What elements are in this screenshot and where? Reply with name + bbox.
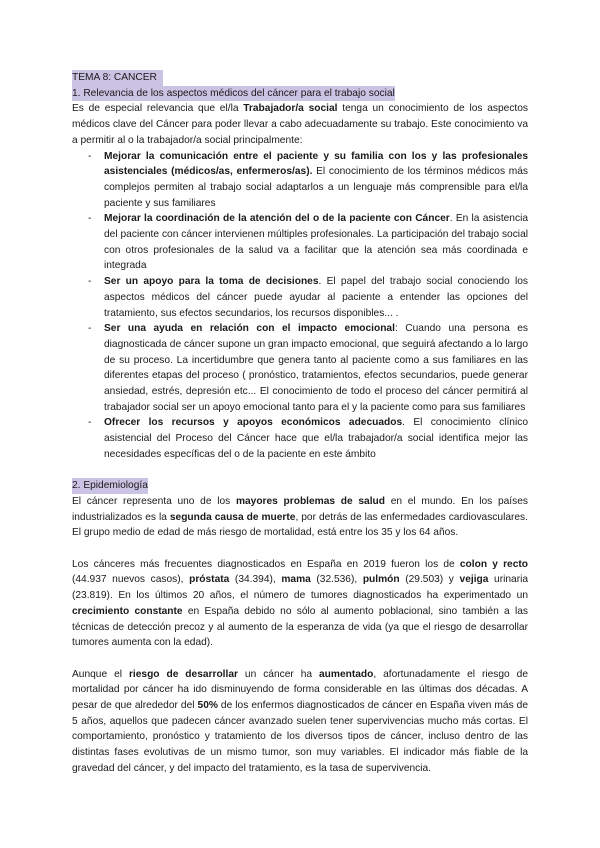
list-item: - Ofrecer los recursos y apoyos económicos adecuados. El conocimiento clínico asistencial del Proceso del Cáncer hace que el/la trabajador/a social identifica mejor las necesidades específicas del o de la paciente en este ámbito xyxy=(104,415,528,462)
document-page xyxy=(72,70,528,777)
section-2-paragraph-2: Los cánceres más frecuentes diagnosticados en España en 2019 fueron los de colon y recto (44.937 nuevos casos), próstata (34.394), mama (32.536), pulmón (29.503) y vejiga urinaria (23.819). En los últimos 20 años, el número de tumores diagnosticados ha experimentado un crecimiento constante en España debido no sólo al aumento poblacional, sino también a las técnicas de detección precoz y al aumento de la esperanza de vida (ya que el riesgo de desarrollar tumores aumenta con la edad). xyxy=(72,558,529,649)
list-item: - Mejorar la coordinación de la atención del o de la paciente con Cáncer. En la asistencia del paciente con cáncer intervienen múltiples profesionales. La participación del trabajo social con otros profesionales de la salud va a facilitar que la atención sea más coordinada e integrada xyxy=(104,211,528,274)
list-item: - Mejorar la comunicación entre el paciente y su familia con los y las profesionales asistenciales (médicos/as, enfermeros/as). El conocimiento de los términos médicos más complejos permiten al trabajo social adaptarlos a un lenguaje más comprensible para el/la paciente y sus familiares xyxy=(104,149,528,212)
list-item: - Ser un apoyo para la toma de decisiones. El papel del trabajo social conociendo los aspectos médicos del cáncer puede ayudar al paciente a entender las opciones del tratamiento, sus efectos secundarios, los recursos disponibles... . xyxy=(104,274,528,321)
section-1-list xyxy=(72,149,528,463)
section-2-heading: 2. Epidemiología xyxy=(72,478,148,494)
document-title: TEMA 8: CANCER xyxy=(72,70,163,86)
section-2-paragraph-1: El cáncer representa uno de los mayores problemas de salud en el mundo. En los países industrializados es la segunda causa de muerte, por detrás de las enfermedades cardiovasculares. El grupo medio de edad de más riesgo de mortalidad, está entre los 35 y los 64 años. xyxy=(72,495,528,539)
section-1-heading: 1. Relevancia de los aspectos médicos del cáncer para el trabajo social xyxy=(72,86,395,102)
section-1-intro: Es de especial relevancia que el/la Trabajador/a social tenga un conocimiento de los aspectos médicos clave del Cáncer para poder llevar a cabo adecuadamente su trabajo. Este conocimiento va a permitir al o la trabajador/a social principalmente: xyxy=(72,103,529,146)
list-item: - Ser una ayuda en relación con el impacto emocional: Cuando una persona es diagnosticada de cáncer supone un gran impacto emocional, que seguirá afectando a lo largo de su proceso. La incertidumbre que genera tanto al paciente como a sus familiares en las diferentes etapas del proceso ( pronóstico, tratamientos, efectos secundarios, puede generar ansiedad, estrés, depresión etc... El conocimiento de todo el proceso del cáncer permitirá al trabajador social ser un apoyo emocional tanto para el y la paciente como para sus familiares xyxy=(104,321,528,415)
section-2-paragraph-3: Aunque el riesgo de desarrollar un cáncer ha aumentado, afortunadamente el riesgo de mortalidad por cáncer ha ido disminuyendo de forma considerable en las últimas dos décadas. A pesar de que alrededor del 50% de los enfermos diagnosticados de cáncer en España viven más de 5 años, aquellos que padecen cáncer avanzado suelen tener supervivencias mucho más cortas. El comportamiento, pronóstico y tratamiento de los diversos tipos de cáncer, incluso dentro de las distintas fases evolutivas de un mismo tumor, son muy variables. El indicador más fiable de la gravedad del cáncer, y del impacto del tratamiento, es la tasa de supervivencia. xyxy=(72,668,529,774)
